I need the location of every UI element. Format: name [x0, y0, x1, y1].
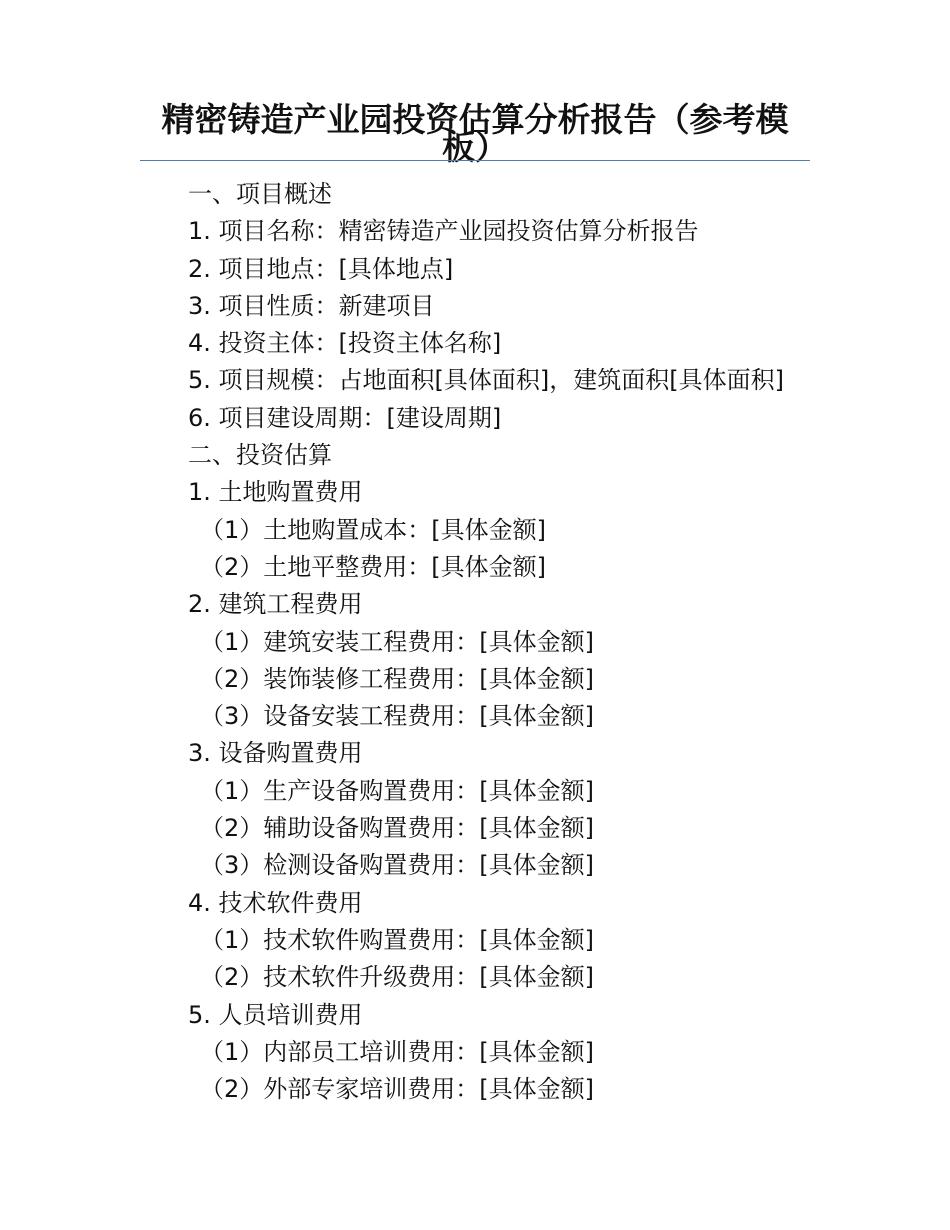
sub-list-item: （2）装饰装修工程费用：[具体金额]	[200, 664, 594, 693]
document-title: 精密铸造产业园投资估算分析报告（参考模板）	[161, 100, 789, 167]
sub-list-item: （1）土地购置成本：[具体金额]	[200, 515, 546, 544]
list-item: 5. 项目规模：占地面积[具体面积]，建筑面积[具体面积]	[188, 366, 784, 395]
list-item: 3. 项目性质：新建项目	[188, 291, 435, 320]
sub-list-item: （1）技术软件购置费用：[具体金额]	[200, 925, 594, 954]
list-item: 3. 设备购置费用	[188, 739, 363, 768]
section-heading: 一、项目概述	[188, 180, 332, 208]
sub-list-item: （1）内部员工培训费用：[具体金额]	[200, 1037, 594, 1066]
section-heading: 二、投资估算	[188, 441, 332, 470]
list-item: 1. 土地购置费用	[188, 478, 363, 507]
list-item: 6. 项目建设周期：[建设周期]	[188, 403, 502, 432]
list-item: 4. 技术软件费用	[188, 888, 363, 917]
list-item: 2. 项目地点：[具体地点]	[188, 254, 454, 283]
sub-list-item: （2）土地平整费用：[具体金额]	[200, 552, 546, 581]
sub-list-item: （1）建筑安装工程费用：[具体金额]	[200, 627, 594, 656]
sub-list-item: （2）技术软件升级费用：[具体金额]	[200, 963, 594, 992]
sub-list-item: （3）设备安装工程费用：[具体金额]	[200, 702, 594, 731]
list-item: 2. 建筑工程费用	[188, 590, 363, 619]
sub-list-item: （2）辅助设备购置费用：[具体金额]	[200, 814, 594, 843]
sub-list-item: （1）生产设备购置费用：[具体金额]	[200, 776, 594, 805]
title-underline-rule	[140, 160, 810, 161]
list-item: 1. 项目名称：精密铸造产业园投资估算分析报告	[188, 217, 699, 246]
list-item: 4. 投资主体：[投资主体名称]	[188, 329, 502, 358]
sub-list-item: （2）外部专家培训费用：[具体金额]	[200, 1075, 594, 1104]
document-body	[188, 176, 828, 1108]
list-item: 5. 人员培训费用	[188, 1000, 363, 1029]
sub-list-item: （3）检测设备购置费用：[具体金额]	[200, 851, 594, 880]
